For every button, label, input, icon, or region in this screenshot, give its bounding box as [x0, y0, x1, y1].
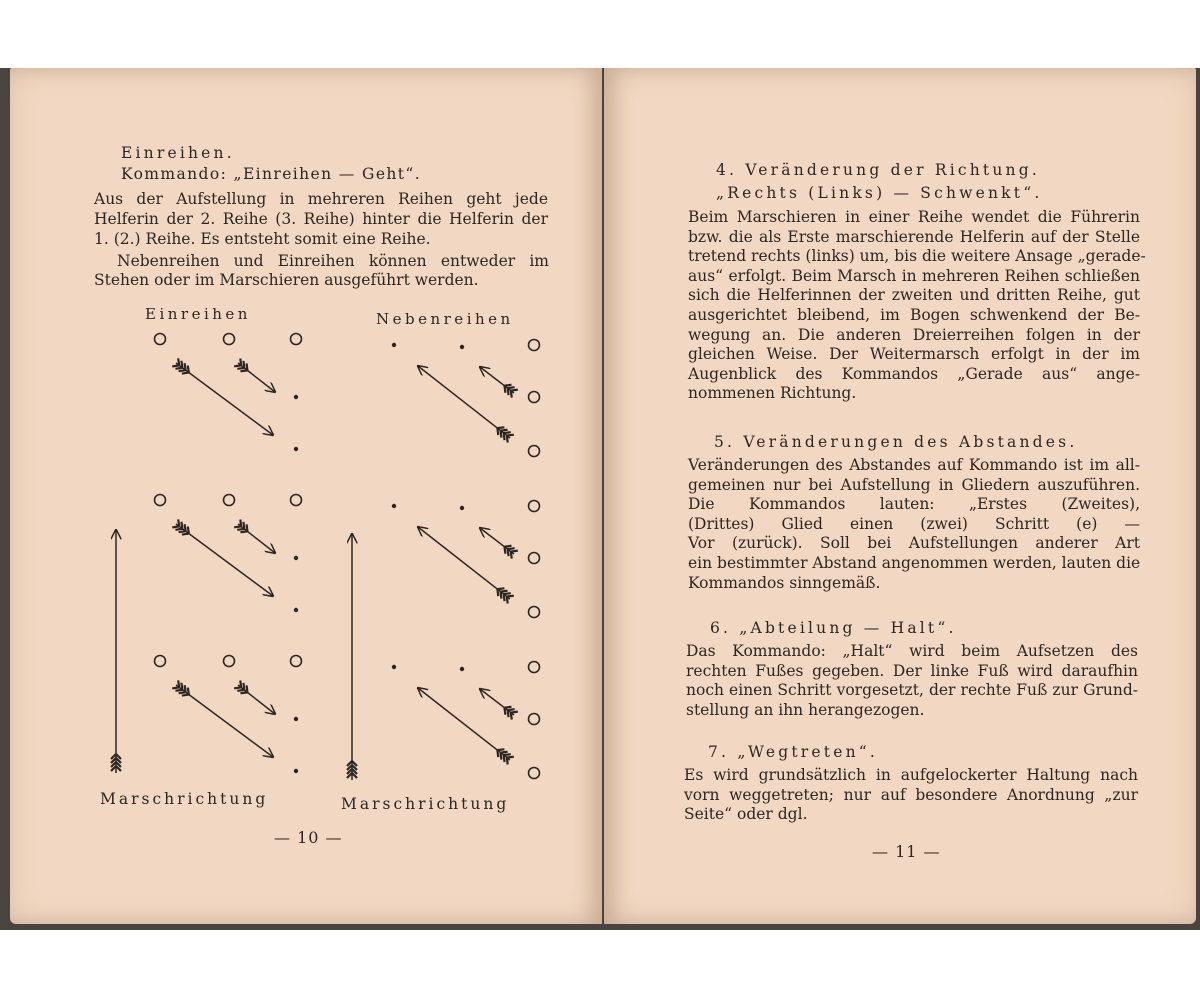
- arrow-feather: [243, 361, 244, 368]
- paragraph-line: bzw. die als Erste marschierende Helferin auf der Stelle: [688, 227, 1140, 246]
- arrow-feather: [178, 680, 179, 687]
- arrow-feather: [511, 713, 512, 720]
- paragraph-line: rechten Fußes gegeben. Der linke Fuß wird daraufhin: [686, 661, 1138, 680]
- direction-label-left: Marschrichtung: [100, 790, 269, 808]
- arrow-feather: [511, 552, 512, 559]
- arrow-feather: [182, 695, 189, 696]
- paragraph-line: Vor (zurück). Soll bei Aufstellungen anderer Art: [688, 534, 1140, 553]
- paragraph-line: gemeinen nur bei Aufstellung in Gliedern auszuführen.: [688, 475, 1140, 494]
- movement-arrow: [176, 363, 273, 435]
- paragraph-line: Die Kommandos lauten: „Erstes (Zweites),: [688, 495, 1140, 514]
- arrow-feather: [507, 757, 514, 758]
- direction-label-right: Marschrichtung: [341, 795, 510, 813]
- paragraph-line: Seite“ oder dgl.: [684, 805, 808, 824]
- paragraph-line: Es wird grundsätzlich in aufgelockerter Haltung nach: [684, 766, 1138, 784]
- arrow-feather: [175, 690, 182, 691]
- paragraph-line: (Drittes) Glied einen (zwei) Schritt (e) —: [688, 514, 1140, 533]
- position-circle: [529, 768, 540, 779]
- arrow-feather: [504, 594, 505, 601]
- formation-diagram: [10, 68, 602, 924]
- movement-arrow: [480, 367, 514, 393]
- paragraph-line: stellung an ihn herangezogen.: [686, 700, 925, 719]
- position-circle: [529, 607, 540, 618]
- paragraph-line: Kommandos sinngemäß.: [688, 573, 881, 592]
- arrow-feather: [504, 547, 505, 554]
- left-page: [10, 68, 602, 924]
- arrow-feather: [497, 589, 498, 596]
- arrow-feather: [508, 709, 515, 710]
- arrow-feather: [247, 363, 248, 370]
- section4-heading: 4. Veränderung der Richtung.: [716, 161, 1040, 179]
- paragraph-line: Augenblick des Kommandos „Gerade aus“ ange-: [688, 364, 1140, 383]
- section4-command: „Rechts (Links) — Schwenkt“.: [716, 184, 1043, 202]
- position-circle: [155, 495, 166, 506]
- paragraph-line: Helferin der 2. Reihe (3. Reihe) hinter die Helferin der: [94, 210, 548, 228]
- position-circle: [529, 714, 540, 725]
- paragraph-line: ein bestimmter Abstand angenommen werden, lauten die: [688, 554, 1141, 572]
- movement-arrow: [176, 524, 273, 596]
- right-page: [604, 68, 1196, 924]
- movement-arrow: [480, 689, 514, 715]
- arrow-feather: [507, 435, 514, 436]
- arrow-feather: [185, 363, 186, 370]
- arrow-feather: [237, 529, 244, 530]
- arrow-feather: [497, 427, 504, 428]
- position-circle: [529, 340, 540, 351]
- paragraph-line: Das Kommando: „Halt“ wird beim Aufsetzen des: [686, 642, 1138, 660]
- arrow-feather: [185, 524, 186, 531]
- arrow-feather: [504, 546, 511, 547]
- arrow-feather: [181, 522, 182, 529]
- arrow-feather: [247, 685, 248, 692]
- movement-arrow: [176, 685, 273, 757]
- page-number-10: — 10 —: [274, 828, 343, 847]
- position-dot: [460, 506, 464, 510]
- position-circle: [155, 334, 166, 345]
- arrow-feather: [508, 710, 509, 717]
- arrow-feather: [185, 685, 186, 692]
- arrow-feather: [508, 549, 509, 556]
- arrow-feather: [240, 358, 241, 365]
- position-dot: [460, 667, 464, 671]
- position-dot: [392, 343, 396, 347]
- arrow-feather: [243, 522, 244, 529]
- position-circle: [224, 495, 235, 506]
- arrow-feather: [511, 712, 518, 713]
- arrow-feather: [178, 358, 179, 365]
- position-dot: [392, 504, 396, 508]
- paragraph-line: vorn weggetreten; nur auf besondere Anordnung „zur: [684, 785, 1138, 804]
- position-dot: [294, 608, 298, 612]
- arrow-feather: [188, 527, 189, 534]
- open-booklet: [0, 68, 1200, 930]
- arrow-feather: [237, 368, 244, 369]
- arrow-feather: [504, 708, 505, 715]
- arrow-feather: [504, 707, 511, 708]
- arrow-feather: [504, 433, 505, 440]
- movement-arrow: [418, 366, 510, 438]
- position-dot: [294, 769, 298, 773]
- position-circle: [224, 656, 235, 667]
- arrow-feather: [240, 370, 247, 371]
- arrow-feather: [504, 593, 511, 594]
- paragraph-line: ausgerichtet bleibend, im Bogen schwenkend der Be-: [688, 306, 1140, 324]
- section6-heading: 6. „Abteilung — Halt“.: [710, 619, 957, 637]
- position-circle: [529, 553, 540, 564]
- arrow-feather: [508, 548, 515, 549]
- paragraph-line: Veränderungen des Abstandes auf Kommando ist im all-: [688, 456, 1140, 474]
- arrow-feather: [234, 365, 241, 366]
- paragraph-line: wegung an. Die anderen Dreierreihen folgen in der: [688, 325, 1140, 344]
- arrow-feather: [188, 688, 189, 695]
- movement-arrow: [418, 527, 510, 599]
- arrow-feather: [501, 753, 502, 760]
- position-circle: [291, 656, 302, 667]
- arrow-feather: [497, 428, 498, 435]
- page-number-11: — 11 —: [872, 842, 941, 861]
- paragraph-line: Nebenreihen und Einreihen können entweder im: [117, 252, 549, 270]
- position-circle: [291, 495, 302, 506]
- position-circle: [529, 446, 540, 457]
- arrow-feather: [507, 597, 508, 604]
- arrow-feather: [234, 526, 241, 527]
- position-dot: [460, 345, 464, 349]
- position-dot: [392, 665, 396, 669]
- paragraph-line: Beim Marschieren in einer Reihe wendet die Führerin: [688, 208, 1140, 226]
- arrow-feather: [511, 391, 512, 398]
- position-dot: [294, 395, 298, 399]
- position-circle: [529, 392, 540, 403]
- arrow-feather: [240, 531, 247, 532]
- arrow-feather: [181, 683, 182, 690]
- arrow-feather: [507, 436, 508, 443]
- arrow-feather: [497, 749, 504, 750]
- paragraph-line: nommenen Richtung.: [688, 384, 857, 403]
- arrow-feather: [501, 592, 502, 599]
- position-circle: [291, 334, 302, 345]
- arrow-feather: [504, 755, 505, 762]
- paragraph-line: Aus der Aufstellung in mehreren Reihen geht jede: [94, 190, 548, 208]
- position-circle: [529, 662, 540, 673]
- movement-arrow: [418, 688, 510, 760]
- arrow-feather: [504, 386, 505, 393]
- paragraph-line: Stehen oder im Marschieren ausgeführt werden.: [94, 271, 479, 289]
- arrow-feather: [240, 680, 241, 687]
- arrow-feather: [511, 551, 518, 552]
- arrow-feather: [243, 683, 244, 690]
- paragraph-line: tretend rechts (links) um, bis die weitere Ansage „gerade-: [688, 247, 1146, 266]
- diagram-label-nebenreihen: Nebenreihen: [376, 310, 514, 328]
- position-dot: [294, 556, 298, 560]
- position-circle: [529, 501, 540, 512]
- arrow-feather: [504, 432, 511, 433]
- position-circle: [155, 656, 166, 667]
- arrow-feather: [497, 588, 504, 589]
- arrow-feather: [501, 752, 508, 753]
- paragraph-line: aus“ erfolgt. Beim Marsch in mehreren Reihen schließen: [688, 266, 1140, 285]
- arrow-feather: [175, 529, 182, 530]
- position-dot: [294, 447, 298, 451]
- einreihen-command: Kommando: „Einreihen — Geht“.: [121, 165, 422, 183]
- arrow-feather: [179, 692, 186, 693]
- arrow-feather: [178, 519, 179, 526]
- section7-heading: 7. „Wegtreten“.: [708, 743, 879, 761]
- position-dot: [294, 717, 298, 721]
- arrow-feather: [501, 430, 508, 431]
- arrow-feather: [507, 596, 514, 597]
- arrow-feather: [497, 750, 498, 757]
- paragraph-line: noch einen Schritt vorgesetzt, der rechte Fuß zur Grund-: [686, 681, 1138, 700]
- diagram-label-einreihen: Einreihen: [145, 305, 251, 323]
- arrow-feather: [501, 591, 508, 592]
- arrow-feather: [501, 431, 502, 438]
- paragraph-line: gleichen Weise. Der Weitermarsch erfolgt in der im: [688, 345, 1140, 364]
- einreihen-heading: Einreihen.: [121, 144, 235, 162]
- arrow-feather: [181, 361, 182, 368]
- movement-arrow: [480, 528, 514, 554]
- paragraph-line: sich die Helferinnen der zweiten und dritten Reihe, gut: [688, 286, 1140, 305]
- arrow-feather: [172, 687, 179, 688]
- arrow-feather: [504, 754, 511, 755]
- section5-heading: 5. Veränderungen des Abstandes.: [714, 433, 1078, 451]
- arrow-feather: [240, 519, 241, 526]
- arrow-feather: [507, 758, 508, 765]
- arrow-feather: [188, 366, 189, 373]
- arrow-feather: [247, 524, 248, 531]
- arrow-feather: [508, 388, 509, 395]
- position-circle: [224, 334, 235, 345]
- paragraph-line: 1. (2.) Reihe. Es entsteht somit eine Reihe.: [94, 230, 431, 248]
